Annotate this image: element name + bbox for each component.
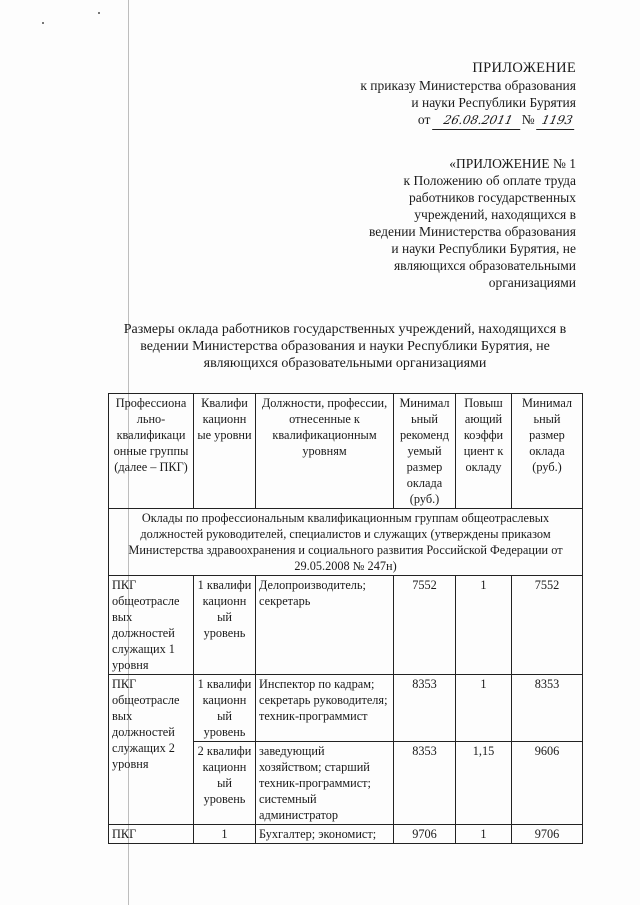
cell-recommended: 7552 [394, 576, 456, 675]
appendix-1-line: ведении Министерства образования [369, 224, 576, 239]
appendix-1-line: «ПРИЛОЖЕНИЕ № 1 [449, 156, 576, 171]
scan-speck [42, 22, 44, 24]
handwritten-date: 26.08.2011 [432, 112, 524, 130]
cell-minimum: 7552 [512, 576, 583, 675]
appendix-1-header [296, 155, 576, 291]
column-header-minimum: Минимал ьный размер оклада (руб.) [512, 394, 583, 509]
cell-level: 1 квалифи кационн ый уровень [194, 675, 256, 742]
cell-positions: Инспектор по кадрам; секретарь руководителя; техник-программист [256, 675, 394, 742]
cell-minimum: 8353 [512, 675, 583, 742]
appendix-1-line: учреждений, находящихся в [414, 207, 576, 222]
cell-level: 1 квалифи кационн ый уровень [194, 576, 256, 675]
cell-minimum: 9706 [512, 825, 583, 844]
table-row [109, 576, 583, 675]
appendix-1-line: организациями [488, 275, 576, 290]
appendix-1-line: являющихся образовательными [393, 258, 576, 273]
table-row [109, 825, 583, 844]
cell-positions: заведующий хозяйством; старший техник-программист; системный администратор [256, 742, 394, 825]
table-title [110, 321, 580, 372]
cell-group: ПКГ общеотрасле вых должностей служащих 2 уровня [109, 675, 194, 825]
cell-recommended: 8353 [394, 742, 456, 825]
cell-positions: Делопроизводитель; секретарь [256, 576, 394, 675]
cell-minimum: 9606 [512, 742, 583, 825]
from-label: от [417, 112, 431, 127]
cell-level: 1 [194, 825, 256, 844]
column-header-group: Профессиона льно-квалификаци онные группы (далее – ПКГ) [109, 394, 194, 509]
column-header-recommended: Минимал ьный рекоменд уемый размер оклада (руб.) [394, 394, 456, 509]
appendix-1-line: и науки Республики Бурятия, не [391, 241, 576, 256]
cell-recommended: 9706 [394, 825, 456, 844]
appendix-1-line: к Положению об оплате труда [403, 173, 576, 188]
cell-recommended: 8353 [394, 675, 456, 742]
cell-coefficient: 1 [456, 825, 512, 844]
cell-group: ПКГ общеотрасле вых должностей служащих 1 уровня [109, 576, 194, 675]
cell-level: 2 квалифи кационн ый уровень [194, 742, 256, 825]
appendix-title: ПРИЛОЖЕНИЕ [472, 60, 576, 76]
appendix-order-line: к приказу Министерства образования [360, 78, 576, 93]
section-row [109, 509, 583, 576]
table-title-line: являющихся образовательными организациями [203, 356, 487, 371]
column-header-level: Квалифи кационн ые уровни [194, 394, 256, 509]
cell-coefficient: 1 [456, 675, 512, 742]
appendix-ministry-line: и науки Республики Бурятия [411, 95, 576, 110]
scan-speck [98, 12, 100, 14]
table-header-row [109, 394, 583, 509]
cell-coefficient: 1,15 [456, 742, 512, 825]
handwritten-number: 1193 [536, 112, 578, 130]
salary-table [108, 393, 583, 844]
cell-group: ПКГ [109, 825, 194, 844]
table-title-line: Размеры оклада работников государственных учреждений, находящихся в [123, 322, 567, 337]
appendix-header [276, 60, 576, 130]
table-row [109, 675, 583, 742]
table-title-line: ведении Министерства образования и науки Республики Бурятия, не [140, 339, 550, 354]
cell-coefficient: 1 [456, 576, 512, 675]
column-header-coefficient: Повыш ающий коэффи циент к окладу [456, 394, 512, 509]
cell-positions: Бухгалтер; экономист; [256, 825, 394, 844]
appendix-1-line: работников государственных [409, 190, 576, 205]
number-label: № [521, 112, 535, 127]
column-header-positions: Должности, профессии, отнесенные к квалификационным уровням [256, 394, 394, 509]
section-title: Оклады по профессиональным квалификационным группам общеотраслевых должностей руководителей, специалистов и служащих (утверждены приказом Министерства здравоохранения и социального развития Российской Федерации от 29.05.2008 № 247н) [109, 509, 583, 576]
appendix-date-line [276, 111, 576, 130]
